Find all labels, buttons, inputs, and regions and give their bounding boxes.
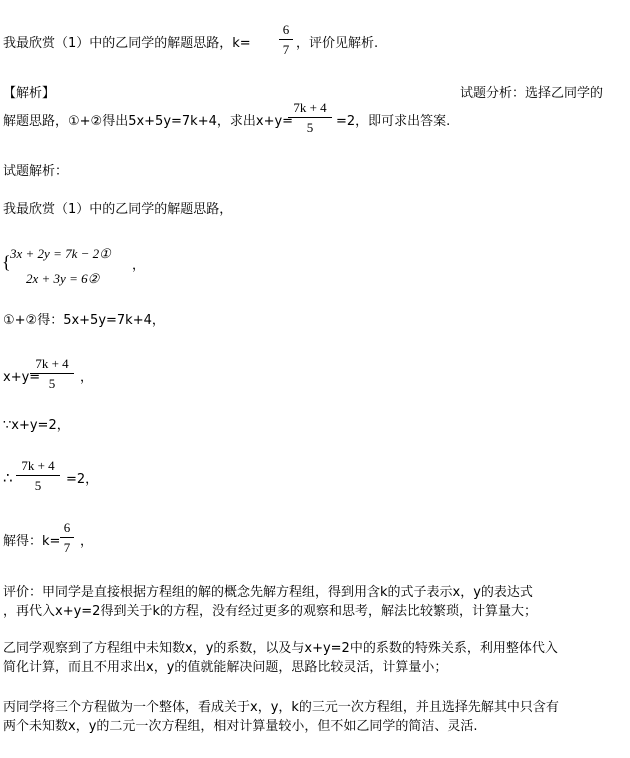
- equation-1: 3x + 2y = 7k − 2①: [10, 246, 111, 261]
- fraction-bar: [288, 117, 332, 118]
- fraction-denominator: 7: [282, 42, 290, 57]
- fraction-denominator: 5: [34, 478, 42, 493]
- step-add-equations: ①+②得：5x+5y=7k+4，: [3, 313, 165, 328]
- fraction-numerator: 7k + 4: [35, 356, 69, 371]
- equation-2: 2x + 3y = 6②: [26, 271, 100, 286]
- step-therefore-trail: =2，: [66, 472, 99, 487]
- fraction-denominator: 7: [63, 540, 71, 555]
- step-solve-trail: ，: [80, 534, 94, 549]
- step-because: ∵x+y=2，: [3, 418, 70, 433]
- answer-fraction: [279, 22, 293, 57]
- fraction-numerator: 6: [63, 520, 71, 535]
- fraction-bar: [279, 39, 293, 40]
- analysis-summary-text: 解题思路，①+②得出5x+5y=7k+4，求出x+y=: [3, 114, 294, 129]
- system-trailing-comma: ，: [132, 258, 146, 273]
- fraction-numerator: 6: [282, 22, 290, 37]
- step-sum-fraction: [30, 356, 74, 391]
- solution-title: 试题解析：: [3, 164, 69, 179]
- step-solve-lead: 解得：k=: [3, 534, 61, 549]
- fraction-numerator: 7k + 4: [21, 458, 55, 473]
- answer-line-tail: ，评价见解析.: [296, 36, 379, 51]
- fraction-numerator: 7k + 4: [293, 100, 327, 115]
- eval-para3-line1: 丙同学将三个方程做为一个整体，看成关于x，y，k的三元一次方程组，并且选择先解其中只含有: [3, 700, 559, 715]
- fraction-bar: [16, 475, 60, 476]
- eval-para2-line1: 乙同学观察到了方程组中未知数x，y的系数，以及与x+y=2中的系数的特殊关系，利用整体代入: [3, 641, 558, 656]
- eval-para3-line2: 两个未知数x，y的二元一次方程组，相对计算量较小，但不如乙同学的简洁、灵活.: [3, 719, 478, 734]
- eval-para2-line2: 简化计算，而且不用求出x，y的值就能解决问题，思路比较灵活，计算量小；: [3, 660, 448, 675]
- step-therefore-fraction: [16, 458, 60, 493]
- analysis-summary-tail: =2，即可求出答案.: [336, 114, 451, 129]
- solution-intro: 我最欣赏（1）中的乙同学的解题思路，: [3, 202, 233, 217]
- analysis-summary-start: 试题分析：选择乙同学的: [460, 86, 604, 101]
- step-solve-fraction: [60, 520, 74, 555]
- fraction-bar: [60, 537, 74, 538]
- step-sum-trail: ，: [80, 370, 94, 385]
- analysis-fraction: [288, 100, 332, 135]
- fraction-bar: [30, 373, 74, 374]
- system-brace: {: [2, 252, 11, 272]
- step-sum-lead: x+y=: [3, 370, 41, 385]
- fraction-denominator: 5: [306, 120, 314, 135]
- analysis-tag: 【解析】: [3, 86, 56, 101]
- fraction-denominator: 5: [48, 376, 56, 391]
- step-therefore-symbol: ∴: [3, 469, 13, 487]
- answer-line-text: 我最欣赏（1）中的乙同学的解题思路，k=: [3, 36, 251, 51]
- eval-para1-line2: ，再代入x+y=2得到关于k的方程，没有经过更多的观察和思考，解法比较繁琐，计算量大；: [3, 604, 537, 619]
- eval-para1-line1: 评价：甲同学是直接根据方程组的解的概念先解方程组，得到用含k的式子表示x，y的表达式: [3, 585, 533, 600]
